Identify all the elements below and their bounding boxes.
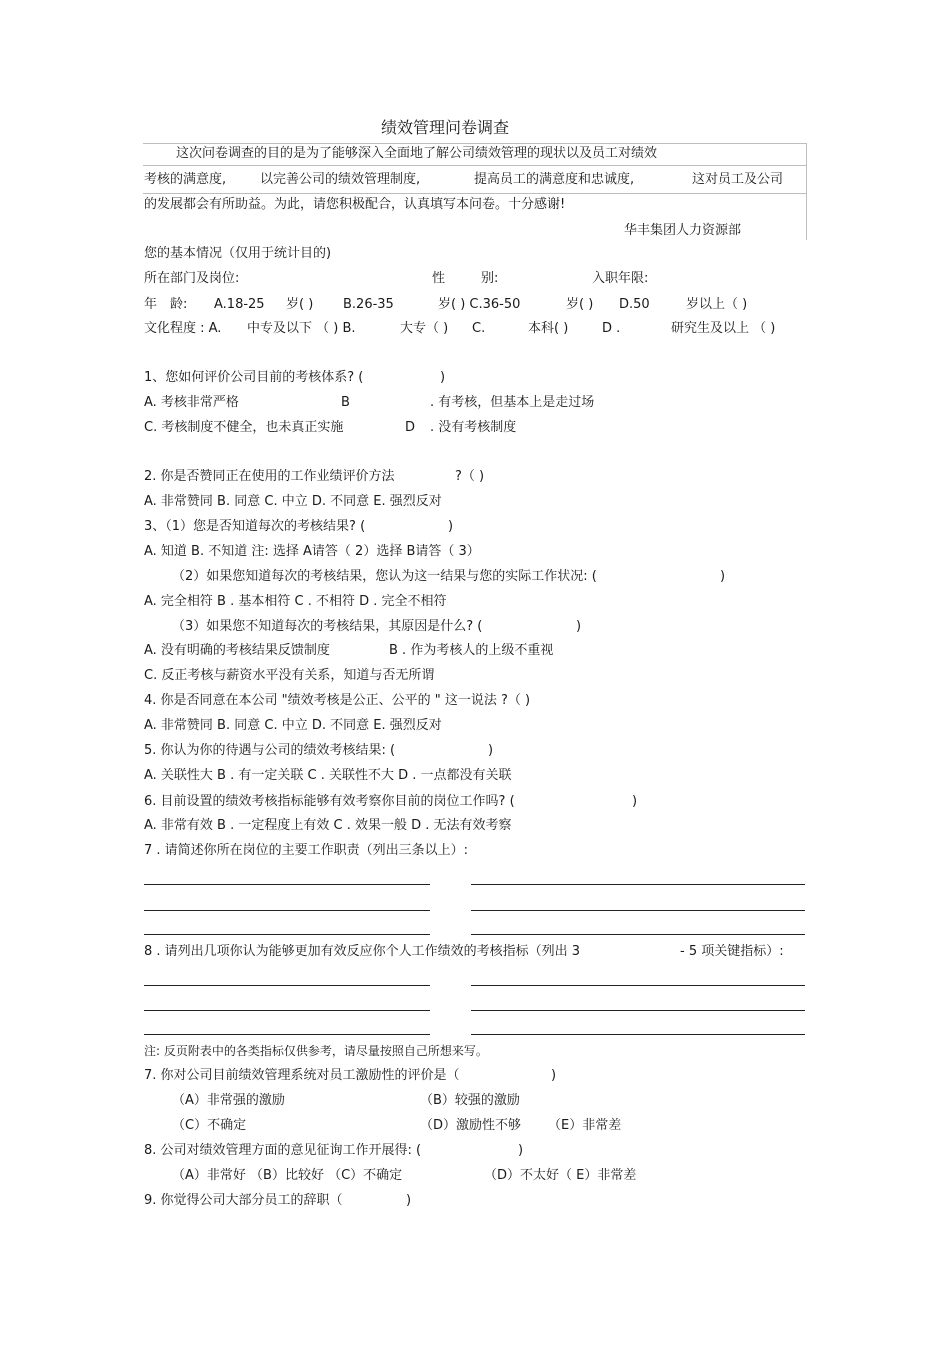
education-option[interactable]: 大专（ ) <box>400 321 449 336</box>
answer-bracket[interactable]: ) <box>406 1193 412 1208</box>
education-option[interactable]: 研究生及以上 （ ) <box>671 321 776 336</box>
intro-signature: 华丰集团人力资源部 <box>624 223 742 238</box>
question-5: 5. 你认为你的待遇与公司的绩效考核结果: ( <box>144 743 396 758</box>
answer-line[interactable] <box>144 985 430 986</box>
age-option[interactable]: A.18-25 <box>214 297 265 312</box>
answer-line[interactable] <box>144 884 430 885</box>
option-b[interactable]: B <box>341 395 350 410</box>
answer-line[interactable] <box>144 934 430 935</box>
question-8b-options[interactable]: （A）非常好 （B）比较好 （C）不确定 <box>172 1168 403 1183</box>
intro-line-2-part: 这对员工及公司 <box>692 172 784 187</box>
age-option[interactable]: 岁( ) C.36-50 <box>438 297 521 312</box>
answer-line[interactable] <box>471 884 805 885</box>
education-option[interactable]: C. <box>472 321 486 336</box>
question-8-tail: - 5 项关键指标）: <box>680 944 784 959</box>
intro-box-right-border <box>806 143 807 240</box>
question-5-options[interactable]: A. 关联性大 B . 有一定关联 C . 关联性不大 D . 一点都没有关联 <box>144 768 512 783</box>
note: 注: 反页附表中的各类指标仅供参考，请尽量按照自己所想来写。 <box>144 1044 488 1058</box>
question-4: 4. 你是否同意在本公司 "绩效考核是公正、公平的 " 这一说法 ?（ ) <box>144 693 531 708</box>
question-6-options[interactable]: A. 非常有效 B . 一定程度上有效 C . 效果一般 D . 无法有效考察 <box>144 818 512 833</box>
age-label: 龄: <box>170 297 188 312</box>
question-7b: 7. 你对公司目前绩效管理系统对员工激励性的评价是（ <box>144 1068 460 1083</box>
question-3-options[interactable]: A. 知道 B. 不知道 注: 选择 A请答（ 2）选择 B请答（ 3） <box>144 544 480 559</box>
gender-label: 性 <box>432 271 446 286</box>
intro-line-2-part: 以完善公司的绩效管理制度, <box>260 172 421 187</box>
question-8b: 8. 公司对绩效管理方面的意见征询工作开展得: ( <box>144 1143 422 1158</box>
question-6: 6. 目前设置的绩效考核指标能够有效考察你目前的岗位工作吗? ( <box>144 794 515 809</box>
join-years-label: 入职年限: <box>592 271 649 286</box>
question-8: 8 . 请列出几项你认为能够更加有效反应你个人工作绩效的考核指标（列出 3 <box>144 944 581 959</box>
answer-bracket[interactable]: ) <box>488 743 494 758</box>
intro-box-divider <box>143 193 807 194</box>
question-2-options[interactable]: A. 非常赞同 B. 同意 C. 中立 D. 不同意 E. 强烈反对 <box>144 494 442 509</box>
question-1: 1、您如何评价公司目前的考核体系? ( <box>144 370 364 385</box>
basic-info-heading: 您的基本情况（仅用于统计目的) <box>144 246 332 261</box>
intro-box-divider <box>143 165 807 166</box>
question-3-2: （2）如果您知道每次的考核结果，您认为这一结果与您的实际工作状况: ( <box>172 569 597 584</box>
option-c[interactable]: C. 反正考核与薪资水平没有关系，知道与否无所谓 <box>144 668 435 683</box>
education-option[interactable]: D . <box>602 321 621 336</box>
answer-bracket[interactable]: ) <box>576 619 582 634</box>
option-c[interactable]: （C）不确定 <box>172 1118 247 1133</box>
option-e[interactable]: （E）非常差 <box>548 1118 622 1133</box>
option-d-text: . 没有考核制度 <box>430 420 517 435</box>
answer-bracket[interactable]: ) <box>518 1143 524 1158</box>
question-3: 3、（1）您是否知道每次的考核结果? ( <box>144 519 366 534</box>
answer-bracket[interactable]: ) <box>448 519 454 534</box>
age-option[interactable]: 岁以上（ ) <box>686 297 748 312</box>
intro-line-2-part: 考核的满意度, <box>144 172 227 187</box>
option-b-text: . 有考核，但基本上是走过场 <box>430 395 595 410</box>
answer-line[interactable] <box>471 910 805 911</box>
question-8b-options[interactable]: （D）不太好（ E）非常差 <box>484 1168 637 1183</box>
age-option[interactable]: D.50 <box>619 297 650 312</box>
education-option[interactable]: 中专及以下 （ ) B. <box>247 321 356 336</box>
answer-bracket[interactable]: ) <box>551 1068 557 1083</box>
option-b[interactable]: B . 作为考核人的上级不重视 <box>389 643 554 658</box>
option-b[interactable]: （B）较强的激励 <box>420 1093 520 1108</box>
answer-line[interactable] <box>471 1034 805 1035</box>
option-d[interactable]: D <box>405 420 416 435</box>
question-2: 2. 你是否赞同正在使用的工作业绩评价方法 <box>144 469 395 484</box>
answer-line[interactable] <box>144 1034 430 1035</box>
question-3-3: （3）如果您不知道每次的考核结果，其原因是什么? ( <box>172 619 483 634</box>
question-4-options[interactable]: A. 非常赞同 B. 同意 C. 中立 D. 不同意 E. 强烈反对 <box>144 718 442 733</box>
question-9: 9. 你觉得公司大部分员工的辞职（ <box>144 1193 343 1208</box>
intro-line-3: 的发展都会有所助益。为此，请您积极配合，认真填写本问卷。十分感谢! <box>144 197 566 212</box>
age-option[interactable]: 岁( ) <box>566 297 594 312</box>
option-d[interactable]: （D）激励性不够 <box>420 1118 522 1133</box>
answer-bracket[interactable]: ) <box>440 370 446 385</box>
age-label: 年 <box>144 297 158 312</box>
gender-label: 别: <box>481 271 499 286</box>
answer-bracket[interactable]: ?（ ) <box>455 469 485 484</box>
option-a[interactable]: （A）非常强的激励 <box>172 1093 285 1108</box>
option-c[interactable]: C. 考核制度不健全，也未真正实施 <box>144 420 344 435</box>
question-3-2-options[interactable]: A. 完全相符 B . 基本相符 C . 不相符 D . 完全不相符 <box>144 594 447 609</box>
option-a[interactable]: A. 没有明确的考核结果反馈制度 <box>144 643 330 658</box>
dept-label: 所在部门及岗位: <box>144 271 240 286</box>
answer-line[interactable] <box>144 1010 430 1011</box>
option-a[interactable]: A. 考核非常严格 <box>144 395 239 410</box>
age-option[interactable]: 岁( ) <box>286 297 314 312</box>
education-label: 文化程度 : A. <box>144 321 222 336</box>
education-option[interactable]: 本科( ) <box>528 321 569 336</box>
answer-bracket[interactable]: ) <box>720 569 726 584</box>
answer-line[interactable] <box>144 910 430 911</box>
answer-line[interactable] <box>471 1010 805 1011</box>
page-title: 绩效管理问卷调查 <box>381 118 510 137</box>
answer-line[interactable] <box>471 934 805 935</box>
answer-line[interactable] <box>471 985 805 986</box>
answer-bracket[interactable]: ) <box>632 794 638 809</box>
age-option[interactable]: B.26-35 <box>343 297 394 312</box>
intro-line-1: 这次问卷调查的目的是为了能够深入全面地了解公司绩效管理的现状以及员工对绩效 <box>176 146 658 161</box>
intro-box-top-border <box>143 143 807 144</box>
question-7: 7 . 请简述你所在岗位的主要工作职责（列出三条以上）: <box>144 843 469 858</box>
intro-line-2-part: 提高员工的满意度和忠诚度, <box>474 172 635 187</box>
